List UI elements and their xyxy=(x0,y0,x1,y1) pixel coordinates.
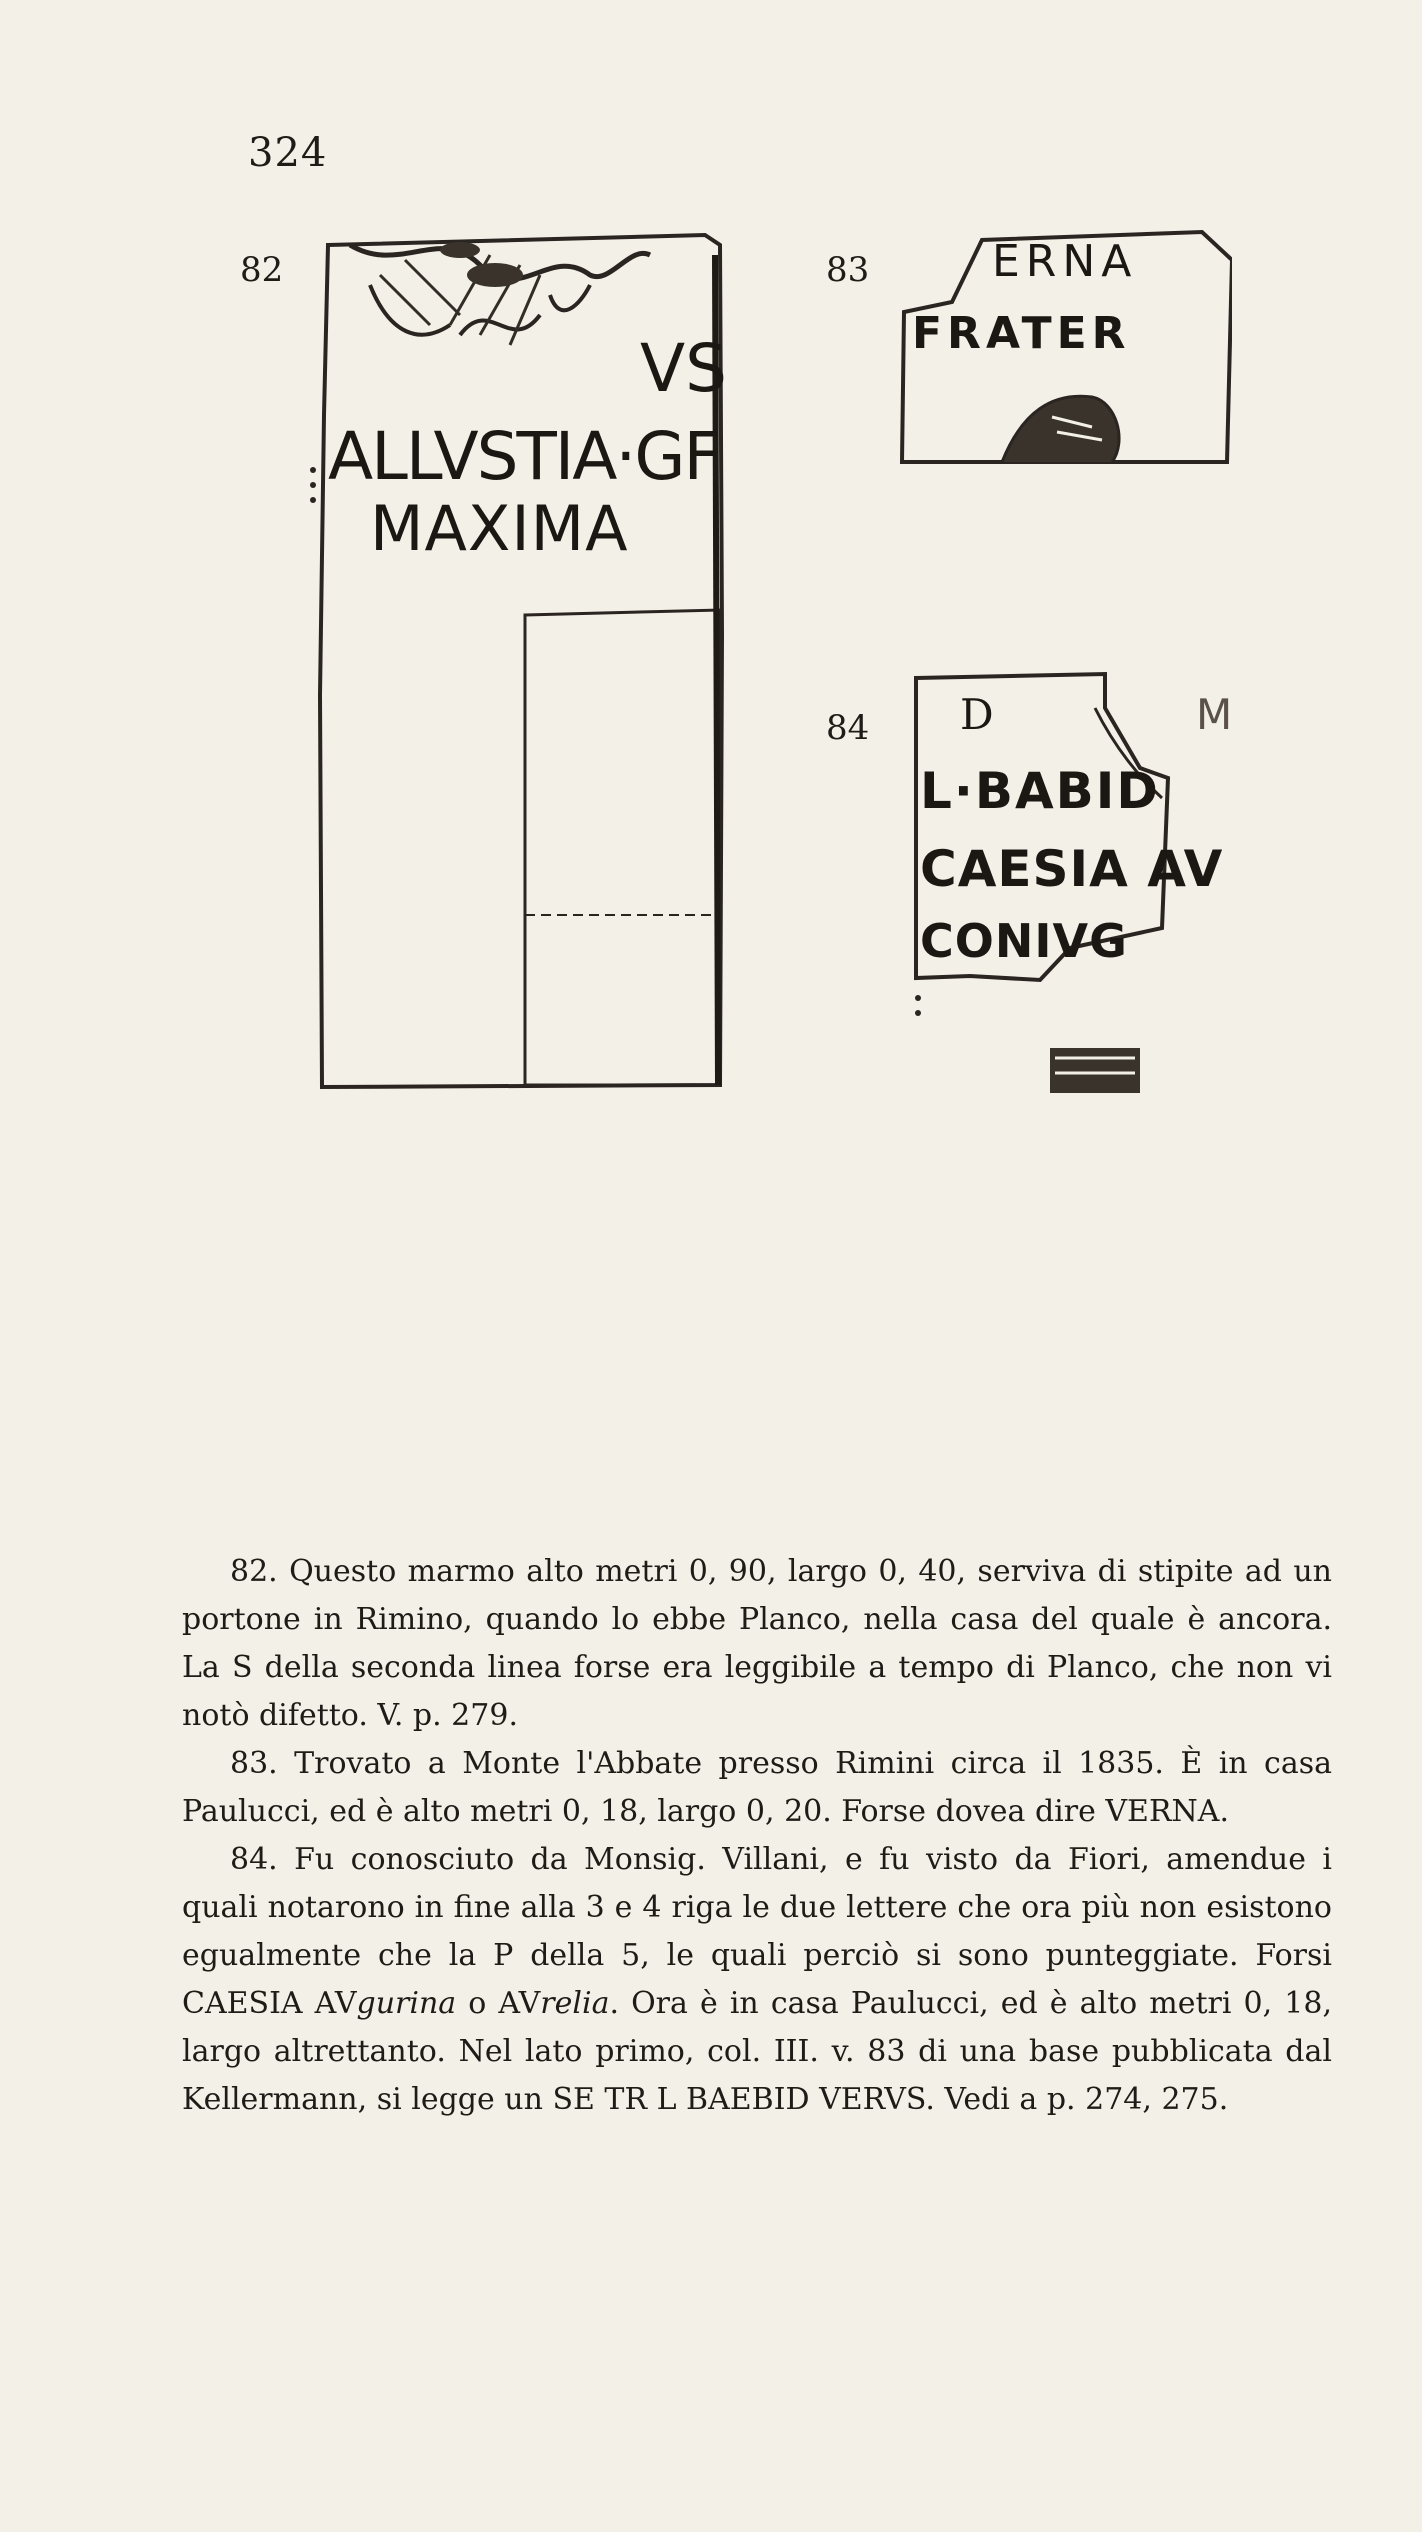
figure-83-line-2: FRATER xyxy=(912,308,1131,359)
figure-83-number: 83 xyxy=(826,250,870,290)
figure-82-number: 82 xyxy=(240,250,284,290)
figure-82-line-3: MAXIMA xyxy=(370,492,629,565)
figure-82-line-1: VS xyxy=(640,330,728,407)
figure-83-line-1: ERNA xyxy=(992,236,1138,287)
figure-84-line-3: CAESIA AV xyxy=(920,840,1224,898)
note-84 xyxy=(182,1836,1332,2124)
note-83: 83. Trovato a Monte l'Abbate presso Rimini circa il 1835. È in casa Paulucci, ed è alto metri 0, 18, largo 0, 20. Forse dovea dire VERNA. xyxy=(182,1746,1332,1829)
note-84-part-3: . Ora è in casa Paulucci, ed è alto metri 0, 18, largo altrettanto. Nel lato primo, col. III. v. 83 di una base pubblicata dal Kellermann, si legge un SE TR L BAEBID VERVS. Vedi a p. 274, 275. xyxy=(182,1986,1332,2117)
notes-text xyxy=(182,1548,1332,2124)
note-84-italic-1: gurina xyxy=(356,1986,457,2021)
note-84-part-1: 84. Fu conosciuto da Monsig. Villani, e fu visto da Fiori, amendue i quali notarono in fine alla 3 e 4 riga le due lettere che ora più non esistono egualmente che la P della 5, le quali perciò si sono punteggiate. Forsi CAESIA AV xyxy=(182,1842,1332,2021)
figure-84-line-1-m: M xyxy=(1196,690,1233,739)
figure-82-line-2: ALLVSTIA·GF xyxy=(328,418,720,495)
figure-84-number: 84 xyxy=(826,708,870,748)
note-84-part-2: o AV xyxy=(456,1986,541,2021)
note-84-italic-2: relia xyxy=(540,1986,610,2021)
page-number: 324 xyxy=(248,130,328,176)
figure-84-line-4: CONIVG xyxy=(920,914,1128,968)
figure-84-line-1: D xyxy=(960,690,994,739)
figure-84-line-2: L·BABID xyxy=(920,762,1160,820)
note-82: 82. Questo marmo alto metri 0, 90, largo 0, 40, serviva di stipite ad un portone in Rimino, quando lo ebbe Planco, nella casa del quale è ancora. La S della seconda linea forse era leggibile a tempo di Planco, che non vi notò difetto. V. p. 279. xyxy=(182,1554,1332,1733)
